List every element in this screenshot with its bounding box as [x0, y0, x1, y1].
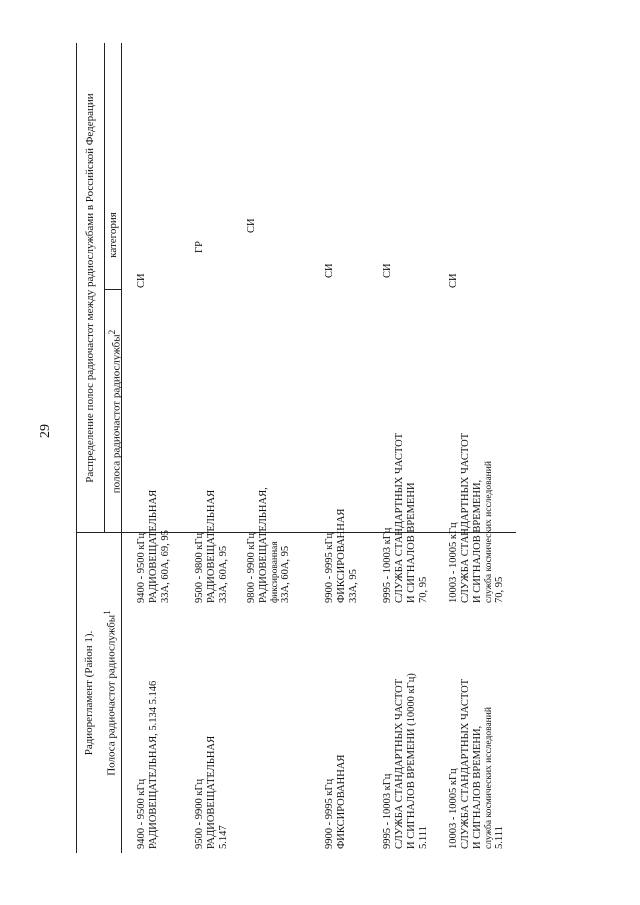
- header-right-band-text: полоса радиочастот радиослужбы: [110, 334, 123, 494]
- left-entry-band: 9400 - 9500 кГц: [136, 778, 147, 849]
- right-entry: [448, 433, 506, 603]
- right-entry: [194, 490, 230, 603]
- right-entry-category: СИ: [324, 263, 335, 278]
- left-entry-band: 10003 - 10005 кГц: [448, 768, 459, 849]
- right-entry-category: ГР: [194, 241, 205, 253]
- right-entry-service: РАДИОВЕЩАТЕЛЬНАЯ,: [257, 487, 269, 603]
- left-entry-band: 9900 - 9995 кГц: [324, 778, 335, 849]
- header-left-subtitle: [102, 533, 118, 853]
- left-entry-footnotes: 5.111: [494, 826, 506, 849]
- header-category-column: категория: [107, 212, 119, 258]
- right-entry-band: 9900 - 9995 кГц: [324, 532, 335, 603]
- left-entry-service: СЛУЖБА СТАНДАРТНЫХ ЧАСТОТ И СИГНАЛОВ ВРЕМЕНИ,: [459, 678, 483, 849]
- right-header-divider: [104, 43, 105, 533]
- right-entry-secondary: служба космических исследований: [483, 461, 494, 603]
- right-entry-service: СЛУЖБА СТАНДАРТНЫХ ЧАСТОТ И СИГНАЛОВ ВРЕМЕНИ 70, 95: [393, 432, 429, 603]
- left-entry: [382, 673, 429, 849]
- left-entry: [324, 755, 348, 849]
- left-entry: [448, 679, 506, 849]
- right-entry-category: СИ: [382, 263, 393, 278]
- left-entry: [194, 736, 230, 849]
- left-entry-secondary: служба космических исследований: [483, 707, 494, 849]
- right-entry-band: 9995 - 10003 кГц: [382, 527, 393, 603]
- right-entry-footnotes: 70, 95: [494, 576, 506, 603]
- header-left-title: Радиорегламент (Район 1).: [83, 630, 95, 756]
- right-entry-service: РАДИОВЕЩАТЕЛЬНАЯ 33А, 60А, 69, 95: [147, 489, 171, 603]
- right-entry: [246, 487, 292, 603]
- left-entry-service: СЛУЖБА СТАНДАРТНЫХ ЧАСТОТ И СИГНАЛОВ ВРЕМЕНИ (10000 кГц) 5.111: [393, 673, 429, 849]
- header-right-title: Распределение полос радиочастот между радиослужбами в Российской Федерации: [84, 93, 96, 483]
- right-entry-category: СИ: [136, 273, 147, 288]
- right-entry-secondary: фиксированная: [269, 541, 280, 603]
- right-entry-band: 10003 - 10005 кГц: [448, 522, 459, 603]
- right-entry: [136, 490, 172, 603]
- allocation-table: [76, 43, 516, 853]
- right-entry: [324, 509, 360, 603]
- left-entry-service: РАДИОВЕЩАТЕЛЬНАЯ 5.147: [205, 735, 229, 849]
- right-entry-category: СИ: [448, 273, 459, 288]
- right-entry-band: 9400 - 9500 кГц: [136, 532, 147, 603]
- header-left-subtitle-text: Полоса радиочастот радиослужбы: [105, 614, 118, 776]
- right-entry-category: СИ: [246, 218, 257, 233]
- right-entry-service: ФИКСИРОВАННАЯ 33А, 95: [335, 508, 359, 603]
- left-entry-band: 9500 - 9900 кГц: [194, 778, 205, 849]
- left-entry: [136, 681, 160, 849]
- left-entry-band: 9995 - 10003 кГц: [382, 773, 393, 849]
- right-entry-band: 9500 - 9800 кГц: [194, 532, 205, 603]
- left-entry-service: РАДИОВЕЩАТЕЛЬНАЯ, 5.134 5.146: [147, 680, 159, 849]
- page-number: 29: [38, 424, 53, 438]
- footnote-2-marker: 2: [107, 329, 117, 335]
- table-top-border: [76, 43, 77, 853]
- right-entry-band: 9800 - 9900 кГц: [246, 532, 257, 603]
- right-entry-footnotes: 33А, 60А, 95: [280, 545, 292, 603]
- right-entry-service: СЛУЖБА СТАНДАРТНЫХ ЧАСТОТ И СИГНАЛОВ ВРЕМЕНИ,: [459, 432, 483, 603]
- right-entry-service: РАДИОВЕЩАТЕЛЬНАЯ 33А, 60А, 95: [205, 489, 229, 603]
- header-right-band-column: [107, 290, 123, 533]
- left-entry-service: ФИКСИРОВАННАЯ: [335, 754, 347, 849]
- right-entry: [382, 433, 429, 603]
- footnote-1-marker: 1: [102, 610, 112, 615]
